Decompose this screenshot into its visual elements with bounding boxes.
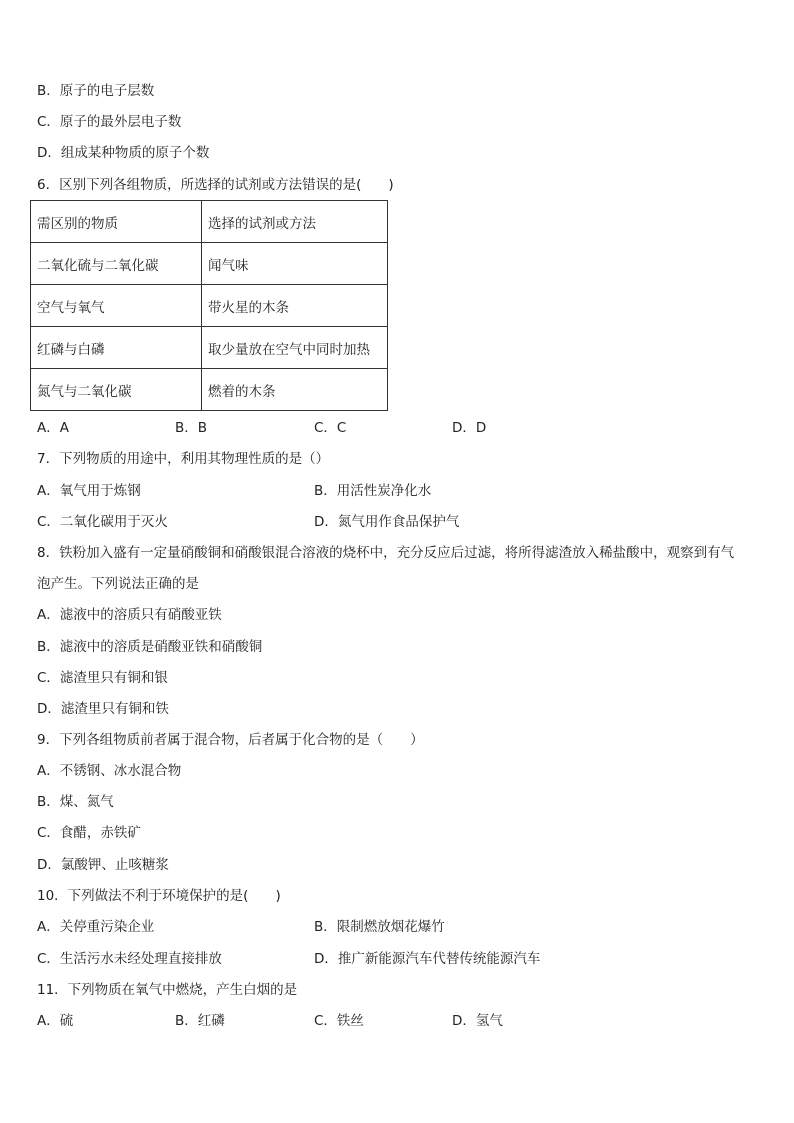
table-row xyxy=(31,285,388,327)
table-row xyxy=(31,243,388,285)
q10-option-d: D．推广新能源汽车代替传统能源汽车 xyxy=(314,951,541,967)
q8-stem-line2: 泡产生。下列说法正确的是 xyxy=(37,576,199,592)
q9-option-d: D．氯酸钾、止咳糖浆 xyxy=(37,857,169,873)
q6-stem: 6．区别下列各组物质，所选择的试剂或方法错误的是( ) xyxy=(37,177,394,193)
q8-option-a: A．滤液中的溶质只有硝酸亚铁 xyxy=(37,607,222,623)
q9-option-c: C．食醋，赤铁矿 xyxy=(37,825,141,841)
table-cell: 空气与氧气 xyxy=(31,285,202,327)
table-row xyxy=(31,369,388,411)
q8-stem-line1: 8．铁粉加入盛有一定量硝酸铜和硝酸银混合溶液的烧杯中，充分反应后过滤，将所得滤渣放入稀盐酸中，观察到有气 xyxy=(37,545,735,561)
q7-option-c: C．二氧化碳用于灭火 xyxy=(37,514,168,530)
table-row xyxy=(31,327,388,369)
q5-option-d: D．组成某种物质的原子个数 xyxy=(37,145,210,161)
q6-option-d: D．D xyxy=(452,420,487,436)
table-cell: 红磷与白磷 xyxy=(31,327,202,369)
table-cell: 闻气味 xyxy=(202,243,388,285)
q6-table xyxy=(30,200,388,411)
q7-option-a: A．氧气用于炼钢 xyxy=(37,483,141,499)
table-header-cell: 选择的试剂或方法 xyxy=(202,201,388,243)
q9-option-a: A．不锈钢、冰水混合物 xyxy=(37,763,182,779)
table-cell: 取少量放在空气中同时加热 xyxy=(202,327,388,369)
q7-stem: 7．下列物质的用途中，利用其物理性质的是（） xyxy=(37,451,330,467)
table-cell: 带火星的木条 xyxy=(202,285,388,327)
q10-option-a: A．关停重污染企业 xyxy=(37,919,155,935)
q6-option-c: C．C xyxy=(314,420,347,436)
q9-stem: 9．下列各组物质前者属于混合物，后者属于化合物的是（ ） xyxy=(37,732,424,748)
table-cell: 氮气与二氧化碳 xyxy=(31,369,202,411)
table-header-row xyxy=(31,201,388,243)
q10-stem: 10．下列做法不利于环境保护的是( ) xyxy=(37,888,281,904)
q11-stem: 11．下列物质在氧气中燃烧，产生白烟的是 xyxy=(37,982,298,998)
table-header-cell: 需区别的物质 xyxy=(31,201,202,243)
q9-option-b: B．煤、氮气 xyxy=(37,794,114,810)
q6-option-b: B．B xyxy=(175,420,208,436)
q11-option-d: D．氢气 xyxy=(452,1013,503,1029)
q11-option-a: A．硫 xyxy=(37,1013,74,1029)
q7-option-d: D．氮气用作食品保护气 xyxy=(314,514,460,530)
q10-option-c: C．生活污水未经处理直接排放 xyxy=(37,951,222,967)
q8-option-d: D．滤渣里只有铜和铁 xyxy=(37,701,169,717)
table-cell: 二氧化硫与二氧化碳 xyxy=(31,243,202,285)
q7-option-b: B．用活性炭净化水 xyxy=(314,483,432,499)
q11-option-b: B．红磷 xyxy=(175,1013,225,1029)
q5-option-b: B．原子的电子层数 xyxy=(37,83,155,99)
q10-option-b: B．限制燃放烟花爆竹 xyxy=(314,919,445,935)
q5-option-c: C．原子的最外层电子数 xyxy=(37,114,182,130)
table-cell: 燃着的木条 xyxy=(202,369,388,411)
q8-option-c: C．滤渣里只有铜和银 xyxy=(37,670,168,686)
q6-option-a: A．A xyxy=(37,420,69,436)
q11-option-c: C．铁丝 xyxy=(314,1013,364,1029)
q8-option-b: B．滤液中的溶质是硝酸亚铁和硝酸铜 xyxy=(37,639,263,655)
